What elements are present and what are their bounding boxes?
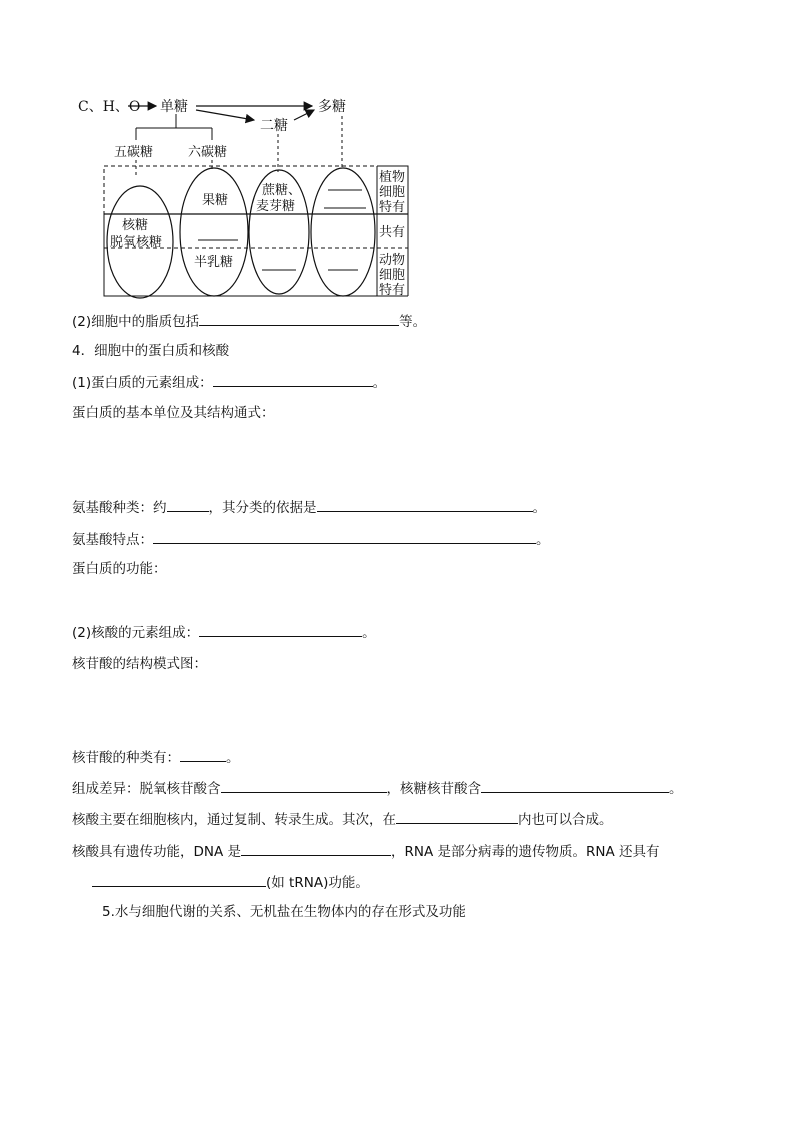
ribo-blank[interactable]	[481, 778, 669, 793]
synthesis-prefix: 核酸主要在细胞核内，通过复制、转录生成。其次，在	[72, 812, 396, 828]
dna-role-blank[interactable]	[241, 841, 391, 856]
lipids-blank[interactable]	[199, 311, 399, 326]
protein-elements-suffix: 。	[372, 375, 387, 391]
aa-basis-blank[interactable]	[317, 497, 533, 512]
protein-function-line: 蛋白质的功能：	[72, 561, 167, 577]
genetic-function-line-2	[92, 872, 369, 892]
plant-label-1: 植物	[379, 170, 406, 185]
fructose-label: 果糖	[202, 193, 229, 208]
nucleic-elements-prefix: (2)核酸的元素组成：	[72, 625, 200, 641]
aa-kinds-prefix: 氨基酸种类：约	[72, 500, 167, 516]
nucleotide-kinds-blank[interactable]	[180, 747, 226, 762]
composition-diff-line	[72, 778, 683, 798]
protein-elements-prefix: (1)蛋白质的元素组成：	[72, 375, 213, 391]
protein-elements-blank[interactable]	[213, 372, 373, 387]
sugar-classification-diagram	[72, 92, 422, 302]
aa-kinds-suffix: 。	[532, 500, 546, 516]
lipids-prefix: (2)细胞中的脂质包括	[72, 314, 200, 330]
nucleic-elements-suffix: 。	[362, 625, 376, 641]
protein-unit-line: 蛋白质的基本单位及其结构通式：	[72, 405, 275, 421]
synthesis-line	[72, 809, 613, 829]
deoxyribose-label: 脱氧核糖	[110, 235, 163, 250]
sucrose-label: 蔗糖、	[262, 183, 302, 198]
aa-kinds-mid: ，其分类的依据是	[208, 500, 317, 516]
section-5-heading: 5.水与细胞代谢的关系、无机盐在生物体内的存在形式及功能	[102, 904, 466, 920]
genetic-prefix: 核酸具有遗传功能，DNA 是	[72, 844, 242, 860]
animal-label-3: 特有	[379, 283, 406, 298]
synthesis-suffix: 内也可以合成。	[518, 812, 613, 828]
composition-diff-mid: ，核糖核苷酸含	[386, 781, 481, 797]
genetic-end: (如 tRNA)功能。	[266, 875, 369, 891]
aa-feature-blank[interactable]	[153, 529, 536, 544]
genetic-mid: ，RNA 是部分病毒的遗传物质。RNA 还具有	[391, 844, 660, 860]
section-4-heading: 4．细胞中的蛋白质和核酸	[72, 343, 230, 359]
animal-label-2: 细胞	[379, 268, 406, 283]
nucleotide-kinds-prefix: 核苷酸的种类有：	[72, 750, 180, 766]
disaccharide-label: 二糖	[260, 118, 288, 134]
plant-label-2: 细胞	[379, 185, 406, 200]
animal-label-1: 动物	[379, 253, 406, 268]
protein-elements-line	[72, 372, 386, 392]
aa-kinds-line	[72, 497, 546, 517]
aa-feature-suffix: 。	[536, 532, 550, 548]
nucleic-elements-line	[72, 622, 376, 642]
monosaccharide-label: 单糖	[160, 99, 188, 115]
polysaccharide-label: 多糖	[318, 99, 346, 115]
hexose-label: 六碳糖	[188, 145, 228, 160]
composition-diff-suffix: 。	[669, 781, 683, 797]
elements-label: C、H、O	[78, 99, 141, 115]
common-label: 共有	[379, 225, 406, 240]
aa-kinds-blank[interactable]	[167, 497, 209, 512]
deoxy-blank[interactable]	[221, 778, 387, 793]
nucleic-elements-blank[interactable]	[199, 622, 362, 637]
aa-feature-prefix: 氨基酸特点：	[72, 532, 153, 548]
plant-label-3: 特有	[379, 200, 406, 215]
aa-feature-line	[72, 529, 550, 549]
galactose-label: 半乳糖	[194, 255, 234, 270]
composition-diff-prefix: 组成差异：脱氧核苷酸含	[72, 781, 221, 797]
genetic-function-line	[72, 841, 660, 861]
maltose-label: 麦芽糖	[256, 199, 296, 214]
ribose-label: 核糖	[122, 218, 149, 233]
nucleotide-model-line: 核苷酸的结构模式图：	[72, 656, 207, 672]
rna-function-blank[interactable]	[92, 872, 266, 887]
lipids-line	[72, 311, 426, 331]
nucleotide-kinds-line	[72, 747, 240, 767]
pentose-label: 五碳糖	[114, 145, 154, 160]
lipids-suffix: 等。	[399, 314, 427, 330]
synthesis-blank[interactable]	[396, 809, 518, 824]
nucleotide-kinds-suffix: 。	[226, 750, 240, 766]
